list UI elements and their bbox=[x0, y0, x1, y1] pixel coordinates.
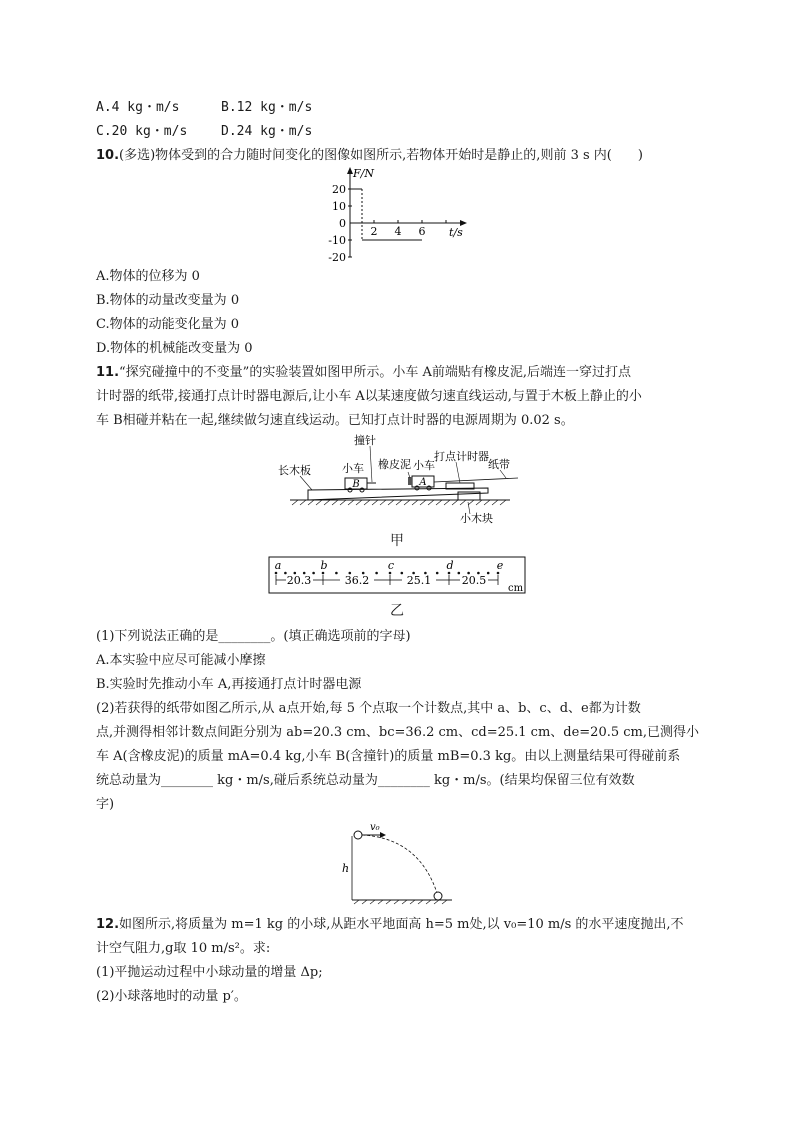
fig-yi-caption: 乙 bbox=[390, 603, 404, 619]
q11-part1-option-b: B.实验时先推动小车 A,再接通打点计时器电源 bbox=[96, 677, 362, 692]
distance-ab: 20.3 bbox=[286, 574, 312, 587]
cart-a-letter: A bbox=[419, 477, 427, 488]
tape-dot bbox=[335, 572, 338, 575]
v0-label: v₀ bbox=[370, 822, 380, 833]
point-label-e: e bbox=[496, 559, 504, 572]
cart-b-letter: B bbox=[352, 479, 360, 490]
long-board bbox=[308, 488, 488, 500]
cart-a-label: 小车 bbox=[413, 459, 435, 472]
paper-tape bbox=[434, 478, 518, 482]
block-label: 小木块 bbox=[460, 512, 493, 524]
tape-dot bbox=[448, 572, 451, 575]
y-tick-label: -10 bbox=[328, 234, 346, 247]
q12-part2: (2)小球落地时的动量 p′。 bbox=[96, 989, 247, 1004]
ground-hatch bbox=[354, 900, 447, 904]
distance-de: 20.5 bbox=[461, 574, 487, 587]
q11-part2-line-5: 字) bbox=[96, 797, 115, 812]
x-axis-label: t/s bbox=[449, 226, 463, 239]
q11-stem-line-2: 计时器的纸带,接通打点计时器电源后,让小车 A以某速度做匀速直线运动,与置于木板上静止的小 bbox=[96, 389, 642, 404]
q12-stem-line-2: 计空气阻力,g取 10 m/s²。求: bbox=[96, 941, 271, 956]
cart-b-label: 小车 bbox=[342, 462, 364, 475]
q10-option-a: A.物体的位移为 0 bbox=[96, 269, 200, 284]
tape-dot bbox=[322, 572, 325, 575]
tape-dot bbox=[275, 572, 278, 575]
q9-option-b: B.12 kg・m/s bbox=[221, 100, 313, 115]
q10-option-b: B.物体的动量改变量为 0 bbox=[96, 293, 240, 308]
q10-force-time-graph bbox=[320, 165, 480, 265]
distance-bc: 36.2 bbox=[344, 574, 370, 587]
q11-stem-line-3: 车 B相碰并粘在一起,继续做匀速直线运动。已知打点计时器的电源周期为 0.02 s。 bbox=[96, 413, 574, 428]
putty-label: 橡皮泥 bbox=[378, 458, 411, 471]
fig-jia-apparatus bbox=[270, 432, 530, 524]
tape-dot bbox=[312, 572, 315, 575]
velocity-arrowhead bbox=[380, 832, 386, 838]
q11-part2-line-4: 统总动量为________ kg・m/s,碰后系统总动量为________ kg・m/s。(结果均保留三位有效数 bbox=[96, 773, 635, 788]
q10-option-c: C.物体的动能变化量为 0 bbox=[96, 317, 240, 332]
q9-option-d: D.24 kg・m/s bbox=[221, 124, 313, 139]
q10-number: 10. bbox=[96, 148, 120, 163]
tape-label: 纸带 bbox=[488, 458, 510, 471]
y-tick-label: -20 bbox=[328, 251, 346, 264]
y-tick-label: 0 bbox=[339, 217, 346, 230]
y-ticks bbox=[328, 183, 352, 264]
unit-label: cm bbox=[508, 583, 524, 594]
fig-jia-caption: 甲 bbox=[390, 533, 404, 549]
distance-cd: 25.1 bbox=[406, 574, 432, 587]
putty bbox=[408, 477, 412, 485]
x-tick-label: 4 bbox=[394, 225, 402, 238]
y-tick-label: 10 bbox=[332, 200, 346, 213]
y-axis-label: F/N bbox=[353, 167, 374, 180]
tape-dot bbox=[497, 572, 500, 575]
q11-stem-text: “探究碰撞中的不变量”的实验装置如图甲所示。小车 A前端贴有橡皮泥,后端连一穿过打点 bbox=[119, 365, 631, 380]
q9-option-c: C.20 kg・m/s bbox=[96, 124, 188, 139]
tape-dot bbox=[487, 572, 490, 575]
needle-label: 撞针 bbox=[354, 434, 376, 447]
q10-option-d: D.物体的机械能改变量为 0 bbox=[96, 341, 253, 356]
count-point-labels bbox=[275, 559, 504, 572]
ball-start bbox=[354, 831, 362, 839]
x-tick-label: 2 bbox=[370, 225, 378, 238]
q11-part1-option-a: A.本实验中应尽可能减小摩擦 bbox=[96, 653, 266, 668]
tape-dot bbox=[375, 572, 378, 575]
q12-part1: (1)平抛运动过程中小球动量的增量 Δp; bbox=[96, 965, 323, 980]
h-label: h bbox=[342, 862, 350, 875]
point-label-c: c bbox=[387, 559, 395, 572]
q11-number: 11. bbox=[96, 365, 120, 380]
point-label-b: b bbox=[320, 559, 328, 572]
q9-option-a: A.4 kg・m/s bbox=[96, 100, 180, 115]
tape-dot bbox=[389, 572, 392, 575]
ball-landing bbox=[434, 892, 442, 900]
y-tick-label: 20 bbox=[332, 183, 346, 196]
q11-stem-line-1 bbox=[96, 364, 631, 382]
fig-yi-paper-tape bbox=[268, 556, 526, 596]
tape-dot bbox=[436, 572, 439, 575]
q12-stem-text: 如图所示,将质量为 m=1 kg 的小球,从距水平地面高 h=5 m处,以 v₀=10 m/s 的水平速度抛出,不 bbox=[119, 917, 684, 932]
q10-stem-line bbox=[96, 147, 643, 165]
point-label-d: d bbox=[446, 559, 454, 572]
distance-labels bbox=[287, 574, 487, 587]
point-label-a: a bbox=[274, 559, 282, 572]
timer-label: 打点计时器 bbox=[434, 450, 489, 463]
ground-hatch bbox=[292, 500, 506, 505]
board-label: 长木板 bbox=[278, 464, 311, 477]
tape-dot bbox=[458, 572, 461, 575]
force-series bbox=[350, 189, 422, 240]
x-tick-label: 6 bbox=[418, 225, 426, 238]
q12-projectile-figure bbox=[340, 818, 460, 908]
q11-part1: (1)下列说法正确的是________。(填正确选项前的字母) bbox=[96, 629, 411, 644]
trajectory bbox=[362, 835, 438, 896]
q11-part2-line-2: 点,并测得相邻计数点间距分别为 ab=20.3 cm、bc=36.2 cm、cd=25.1 cm、de=20.5 cm,已测得小 bbox=[96, 725, 700, 740]
q11-part2-line-3: 车 A(含橡皮泥)的质量 mA=0.4 kg,小车 B(含撞针)的质量 mB=0.3 kg。由以上测量结果可得碰前系 bbox=[96, 749, 681, 764]
q12-stem-line-1 bbox=[96, 916, 684, 934]
q12-number: 12. bbox=[96, 917, 120, 932]
tape-dot bbox=[401, 572, 404, 575]
q11-part2-line-1: (2)若获得的纸带如图乙所示,从 a点开始,每 5 个点取一个计数点,其中 a、b、c、d、e都为计数 bbox=[96, 701, 641, 716]
q10-stem: (多选)物体受到的合力随时间变化的图像如图所示,若物体开始时是静止的,则前 3 s 内( ) bbox=[119, 148, 643, 163]
